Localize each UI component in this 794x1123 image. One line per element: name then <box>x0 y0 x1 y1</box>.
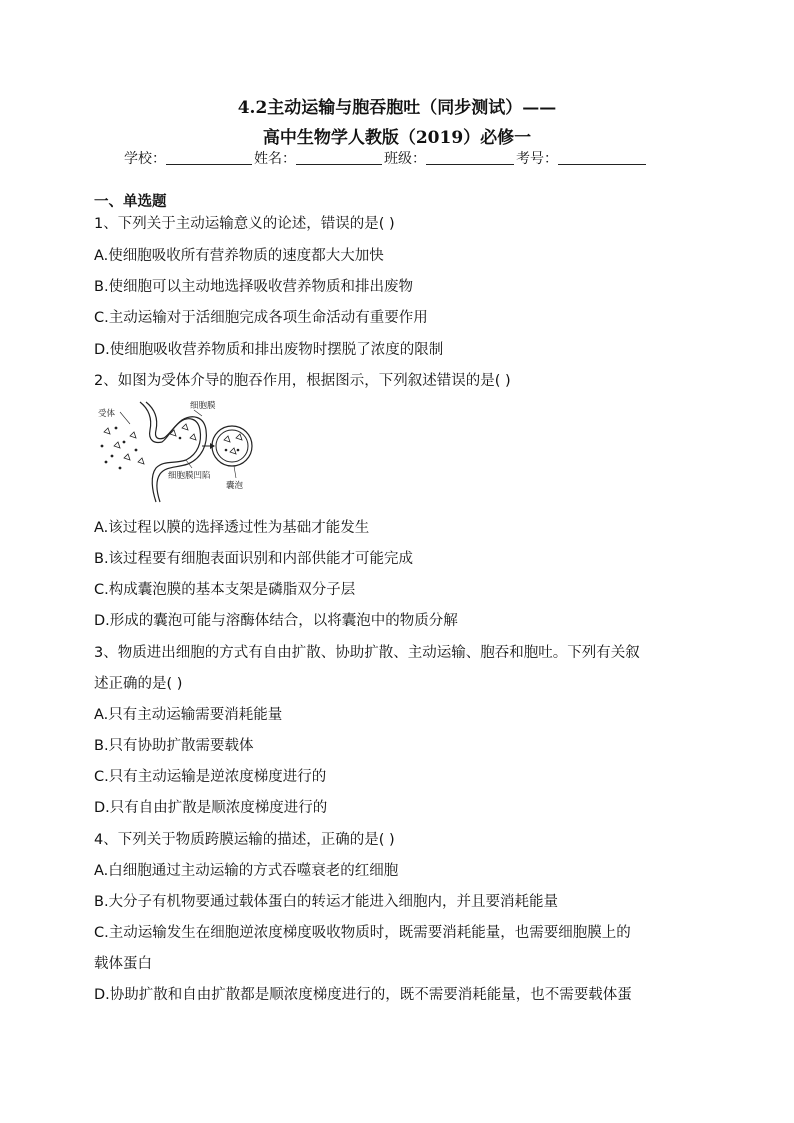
endocytosis-diagram <box>94 398 260 506</box>
question-4-option-d-line1: D.协助扩散和自由扩散都是顺浓度梯度进行的，既不需要消耗能量，也不需要载体蛋 <box>94 987 632 1003</box>
question-1-option-d: D.使细胞吸收营养物质和排出废物时摆脱了浓度的限制 <box>94 342 444 358</box>
question-3-stem-line2: 述正确的是( ) <box>94 676 183 692</box>
question-1-stem: 1、下列关于主动运输意义的论述，错误的是( ) <box>94 216 395 232</box>
name-blank[interactable] <box>296 148 382 165</box>
section-title: 一、单选题 <box>94 194 167 210</box>
pit-label: 细胞膜凹陷 <box>168 471 211 481</box>
class-blank[interactable] <box>426 148 514 165</box>
question-2-stem: 2、如图为受体介导的胞吞作用，根据图示，下列叙述错误的是( ) <box>94 373 511 389</box>
question-3-option-b: B.只有协助扩散需要载体 <box>94 738 254 754</box>
school-blank[interactable] <box>166 148 252 165</box>
question-1-option-a: A.使细胞吸收所有营养物质的速度都大大加快 <box>94 248 384 264</box>
question-2-option-a: A.该过程以膜的选择透过性为基础才能发生 <box>94 520 370 536</box>
question-4-option-a: A.白细胞通过主动运输的方式吞噬衰老的红细胞 <box>94 863 399 879</box>
question-2-option-b: B.该过程要有细胞表面识别和内部供能才可能完成 <box>94 551 414 567</box>
school-field <box>124 148 254 170</box>
question-4-option-c-line1: C.主动运输发生在细胞逆浓度梯度吸收物质时，既需要消耗能量，也需要细胞膜上的 <box>94 925 631 941</box>
class-field <box>384 148 516 170</box>
exam-number-blank[interactable] <box>558 148 646 165</box>
membrane-label: 细胞膜 <box>190 401 216 411</box>
question-1-option-c: C.主动运输对于活细胞完成各项生命活动有重要作用 <box>94 310 428 326</box>
question-3-option-d: D.只有自由扩散是顺浓度梯度进行的 <box>94 800 328 816</box>
question-2-option-d: D.形成的囊泡可能与溶酶体结合，以将囊泡中的物质分解 <box>94 613 458 629</box>
exam-number-field <box>516 148 648 170</box>
question-3-option-a: A.只有主动运输需要消耗能量 <box>94 707 283 723</box>
question-2-option-c: C.构成囊泡膜的基本支架是磷脂双分子层 <box>94 582 356 598</box>
receptor-label: 受体 <box>98 409 116 419</box>
class-label: 班级： <box>384 151 426 167</box>
question-4-option-b: B.大分子有机物要通过载体蛋白的转运才能进入细胞内，并且要消耗能量 <box>94 894 559 910</box>
page-title-line1: 4.2主动运输与胞吞胞吐（同步测试）—— <box>237 98 557 118</box>
question-3-stem-line1: 3、物质进出细胞的方式有自由扩散、协助扩散、主动运输、胞吞和胞吐。下列有关叙 <box>94 645 640 661</box>
question-3-option-c: C.只有主动运输是逆浓度梯度进行的 <box>94 769 327 785</box>
question-4-stem: 4、下列关于物质跨膜运输的描述，正确的是( ) <box>94 832 395 848</box>
question-1-option-b: B.使细胞可以主动地选择吸收营养物质和排出废物 <box>94 279 414 295</box>
vesicle-label: 囊泡 <box>226 481 244 491</box>
name-label: 姓名： <box>254 151 296 167</box>
exam-number-label: 考号： <box>516 151 558 167</box>
endocytosis-figure <box>94 398 260 506</box>
name-field <box>254 148 384 170</box>
question-4-option-c-line2: 载体蛋白 <box>94 956 152 972</box>
school-label: 学校： <box>124 151 166 167</box>
student-info-row <box>124 148 684 170</box>
page-title-line2: 高中生物学人教版（2019）必修一 <box>262 128 532 148</box>
